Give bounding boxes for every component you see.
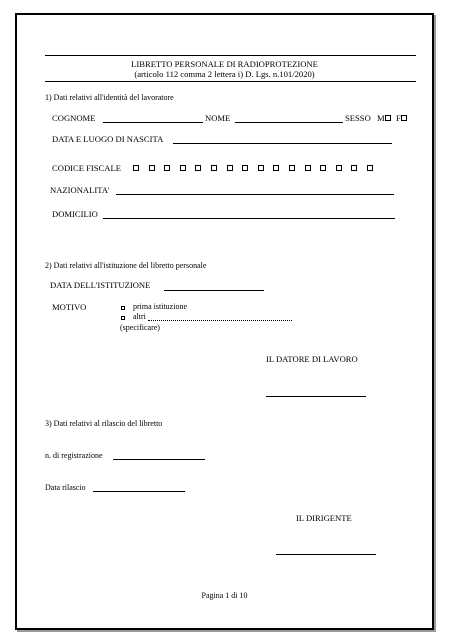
data-istituzione-label: DATA DELL'ISTITUZIONE (50, 280, 151, 290)
codice-fiscale-box[interactable] (149, 165, 155, 171)
form-title: LIBRETTO PERSONALE DI RADIOPROTEZIONE (131, 59, 318, 69)
codice-fiscale-box[interactable] (211, 165, 217, 171)
sesso-label: SESSO (345, 113, 371, 123)
datore-label: IL DATORE DI LAVORO (266, 354, 358, 364)
specificare-label: (specificare) (120, 323, 160, 332)
codice-fiscale-box[interactable] (367, 165, 373, 171)
sesso-m-label: M (377, 113, 385, 123)
codice-fiscale-box[interactable] (320, 165, 326, 171)
altri-field[interactable] (148, 320, 292, 321)
altri-label: altri (133, 312, 146, 321)
codice-fiscale-label: CODICE FISCALE (52, 163, 121, 173)
page-number: Pagina 1 di 10 (201, 591, 248, 600)
codice-fiscale-box[interactable] (336, 165, 342, 171)
codice-fiscale-box[interactable] (273, 165, 279, 171)
sesso-m-checkbox[interactable] (385, 115, 391, 121)
section3-heading: 3) Dati relativi al rilascio del libretto (45, 419, 163, 428)
codice-fiscale-box[interactable] (133, 165, 139, 171)
codice-fiscale-box[interactable] (164, 165, 170, 171)
codice-fiscale-box[interactable] (305, 165, 311, 171)
nome-label: NOME (205, 113, 231, 123)
codice-fiscale-box[interactable] (242, 165, 248, 171)
codice-fiscale-box[interactable] (258, 165, 264, 171)
data-rilascio-field[interactable] (93, 491, 185, 492)
domicilio-label: DOMICILIO (52, 209, 98, 219)
section1-heading: 1) Dati relativi all'identità del lavoratore (45, 93, 174, 102)
sesso-f-label: F (396, 113, 401, 123)
form-page (15, 13, 434, 630)
dirigente-signature-line[interactable] (276, 554, 376, 555)
data-istituzione-field[interactable] (164, 290, 264, 291)
codice-fiscale-box[interactable] (180, 165, 186, 171)
data-rilascio-label: Data rilascio (45, 483, 86, 492)
nascita-field[interactable] (173, 143, 392, 144)
codice-fiscale-box[interactable] (195, 165, 201, 171)
section2-heading: 2) Dati relativi all'istituzione del libretto personale (45, 261, 207, 270)
header-bottom-rule (45, 81, 416, 82)
cognome-label: COGNOME (52, 113, 96, 123)
header-top-rule (45, 55, 416, 56)
altri-checkbox[interactable] (121, 316, 125, 320)
registrazione-label: n. di registrazione (45, 451, 103, 460)
cognome-field[interactable] (103, 122, 203, 123)
sesso-f-checkbox[interactable] (401, 115, 407, 121)
domicilio-field[interactable] (103, 218, 395, 219)
prima-istituzione-label: prima istituzione (133, 302, 187, 311)
nome-field[interactable] (235, 122, 343, 123)
codice-fiscale-box[interactable] (351, 165, 357, 171)
nazionalita-label: NAZIONALITA' (50, 185, 110, 195)
dirigente-label: IL DIRIGENTE (296, 513, 352, 523)
codice-fiscale-box[interactable] (227, 165, 233, 171)
prima-istituzione-checkbox[interactable] (121, 306, 125, 310)
form-subtitle: (articolo 112 comma 2 lettera i) D. Lgs. n.101/2020) (134, 69, 315, 79)
nascita-label: DATA E LUOGO DI NASCITA (52, 134, 164, 144)
registrazione-field[interactable] (113, 459, 205, 460)
motivo-label: MOTIVO (52, 302, 87, 312)
nazionalita-field[interactable] (116, 194, 394, 195)
datore-signature-line[interactable] (266, 396, 366, 397)
codice-fiscale-box[interactable] (289, 165, 295, 171)
